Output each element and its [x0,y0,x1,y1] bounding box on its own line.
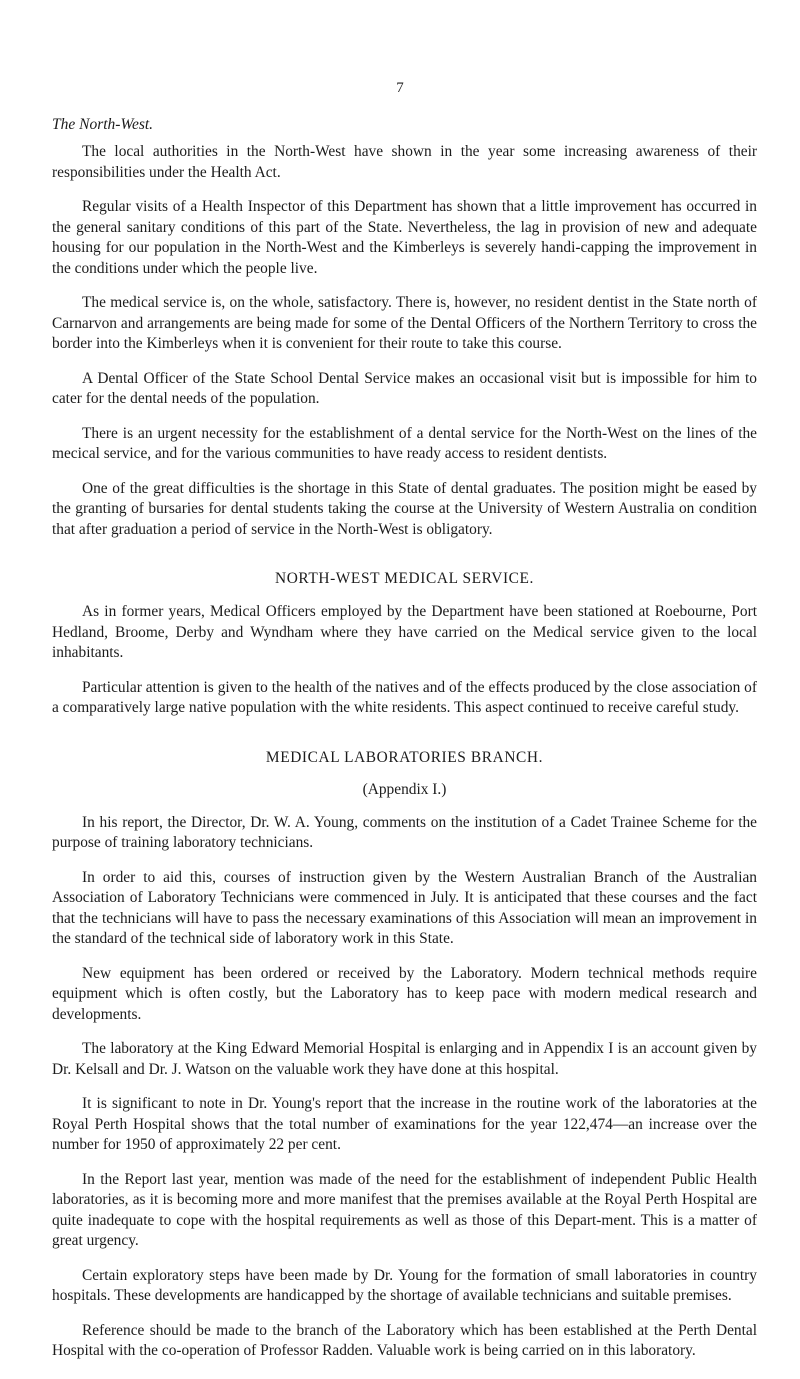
paragraph: The local authorities in the North-West have shown in the year some increasing awareness of their responsibilities under the Health Act. [52,143,757,181]
section-heading-north-west: The North-West. [52,116,154,133]
paragraph: It is significant to note in Dr. Young's report that the increase in the routine work of the laboratories at the Royal Perth Hospital shows that the total number of examinations for the year 122,474—an increase over the number for 1950 of approximately 22 per cent. [52,1095,757,1153]
document-page [52,78,757,1376]
paragraph: The laboratory at the King Edward Memorial Hospital is enlarging and in Appendix I is an account given by Dr. Kelsall and Dr. J. Watson on the valuable work they have done at this hospital. [52,1040,757,1078]
paragraph: A Dental Officer of the State School Dental Service makes an occasional visit but is impossible for him to cater for the dental needs of the population. [52,369,757,407]
appendix-reference: (Appendix I.) [362,780,447,798]
paragraph: Certain exploratory steps have been made by Dr. Young for the formation of small laboratories in country hospitals. These developments are handicapped by the shortage of available technicians and suitable premises. [52,1266,757,1304]
paragraph: One of the great difficulties is the shortage in this State of dental graduates. The position might be eased by the granting of bursaries for dental students taking the course at the University of Western Australia on condition that after graduation a period of service in the North-West is obligatory. [52,479,757,538]
paragraph: In the Report last year, mention was made of the need for the establishment of independent Public Health laboratories, as it is becoming more and more manifest that the premises available at the Royal Perth Hospital are quite inadequate to cope with the hospital requirements as well as those of this Depart-ment. This is a matter of great urgency. [52,1170,757,1249]
paragraph: In order to aid this, courses of instruction given by the Western Australian Branch of the Australian Association of Laboratory Technicians were commenced in July. It is anticipated that these courses and the fact that the technicians will have to pass the necessary examinations of this Association will mean an improvement in the standard of the technical side of laboratory work in this State. [52,868,757,947]
paragraph: The medical service is, on the whole, satisfactory. There is, however, no resident dentist in the State north of Carnarvon and arrangements are being made for some of the Dental Officers of the Northern Territory to cross the border into the Kimberleys when it is convenient for their route to take this course. [52,294,757,352]
paragraph: Regular visits of a Health Inspector of this Department has shown that a little improvement has occurred in the general sanitary conditions of this part of the State. Nevertheless, the lag in provision of new and adequate housing for our population in the North-West and the Kimberleys is severely handi-capping the improvement in the conditions under which the people live. [52,198,757,277]
page-number: 7 [396,80,404,96]
section-heading-medical-service: NORTH-WEST MEDICAL SERVICE. [275,570,534,587]
section-heading-laboratories: MEDICAL LABORATORIES BRANCH. [265,748,544,766]
paragraph: Reference should be made to the branch of the Laboratory which has been established at the Perth Dental Hospital with the co-operation of Professor Radden. Valuable work is being carried on in this laboratory. [52,1321,757,1359]
paragraph: In his report, the Director, Dr. W. A. Young, comments on the institution of a Cadet Trainee Scheme for the purpose of training laboratory technicians. [52,813,757,851]
paragraph: There is an urgent necessity for the establishment of a dental service for the North-West on the lines of the mecical service, and for the various communities to have ready access to resident dentists. [52,424,757,462]
paragraph: Particular attention is given to the health of the natives and of the effects produced by the close association of a comparatively large native population with the white residents. This aspect continued to receive careful study. [52,678,757,716]
paragraph: As in former years, Medical Officers employed by the Department have been stationed at Roebourne, Port Hedland, Broome, Derby and Wyndham where they have carried on the Medical service given to the local inhabitants. [52,603,757,661]
paragraph: New equipment has been ordered or received by the Laboratory. Modern technical methods require equipment which is often costly, but the Laboratory has to keep pace with modern medical research and developments. [52,964,757,1023]
